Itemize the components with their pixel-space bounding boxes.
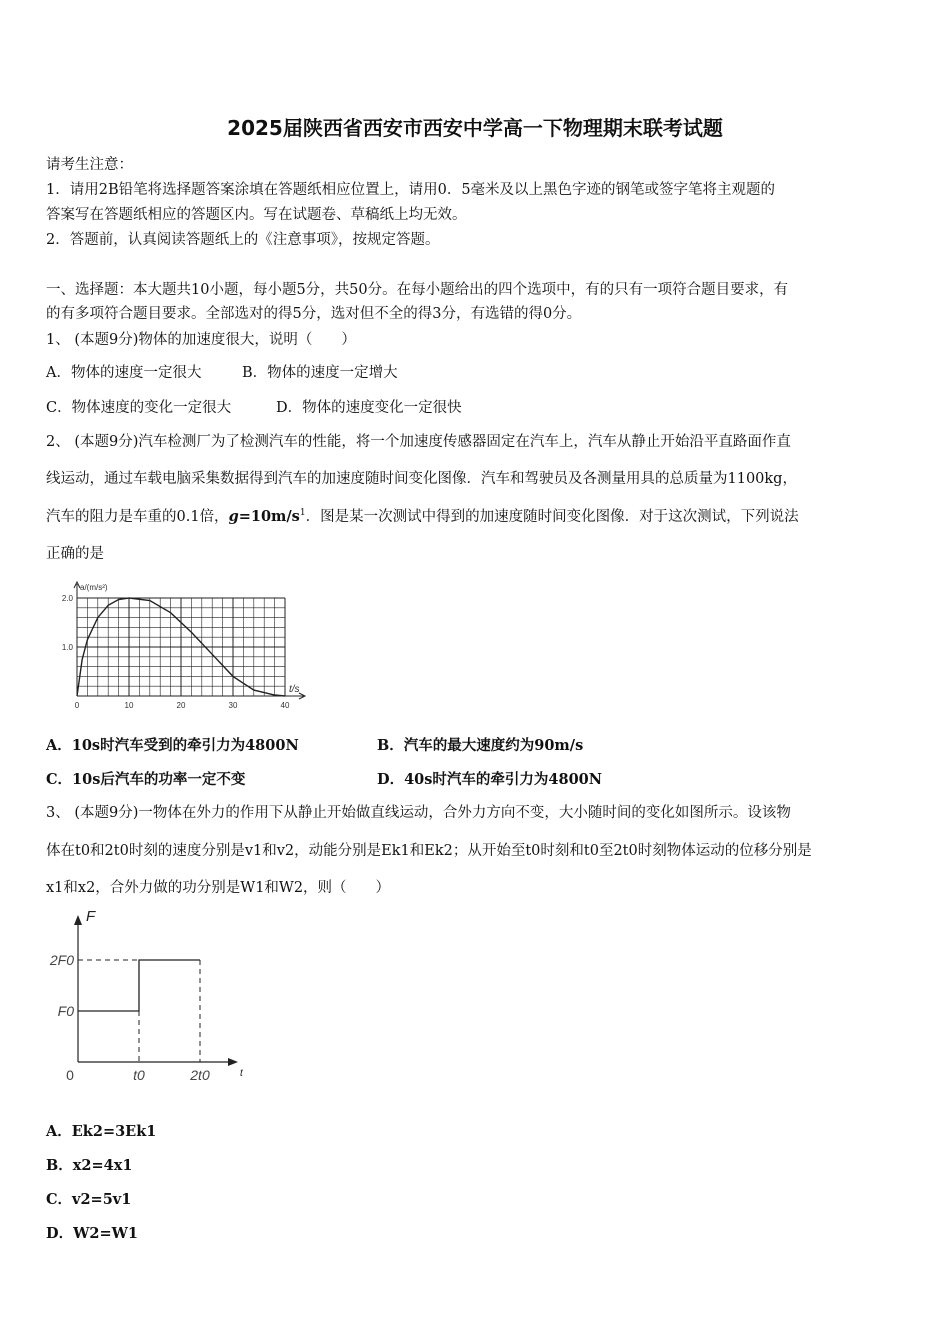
y-tick-label: F0 bbox=[57, 1003, 74, 1019]
q3-stem-line1: 3、 (本题9分)一物体在外力的作用下从静止开始做直线运动，合外力方向不变，大小随时间的变化如图所示。设该物 bbox=[46, 805, 791, 821]
y-tick-label: 1.0 bbox=[61, 643, 73, 652]
y-tick-label: 2F0 bbox=[49, 952, 74, 968]
q1-option-d: D．物体的速度变化一定很快 bbox=[276, 400, 462, 416]
q2-stem-line4: 正确的是 bbox=[46, 546, 104, 562]
q3-option-d: D．W2=W1 bbox=[46, 1225, 138, 1242]
q2-option-b: B．汽车的最大速度约为90m/s bbox=[377, 737, 584, 754]
chart-grid bbox=[77, 598, 285, 696]
q1-option-b: B．物体的速度一定增大 bbox=[242, 365, 398, 381]
x-axis-label: t/s bbox=[289, 684, 300, 695]
x-tick-label: 0 bbox=[66, 1067, 74, 1083]
x-tick-label: t0 bbox=[133, 1067, 145, 1083]
x-tick-label: 30 bbox=[228, 701, 238, 710]
y-tick-label: 2.0 bbox=[61, 594, 73, 603]
graph-axes bbox=[74, 915, 238, 1066]
q3-stem-line3: x1和x2，合外力做的功分别是W1和W2，则（ ） bbox=[46, 880, 391, 896]
q2-option-a: A．10s时汽车受到的牵引力为4800N bbox=[46, 737, 299, 754]
notice-item-1a: 1．请用2B铅笔将选择题答案涂填在答题纸相应位置上，请用0．5毫米及以上黑色字迹的钢笔或签字笔将主观题的 bbox=[46, 182, 776, 198]
q3-option-c: C．v2=5v1 bbox=[46, 1191, 132, 1208]
x-axis-label: t bbox=[240, 1068, 243, 1079]
notice-heading: 请考生注意： bbox=[46, 157, 133, 173]
x-tick-label: 20 bbox=[176, 701, 186, 710]
y-axis-label: a/(m/s²) bbox=[80, 583, 108, 592]
x-tick-label: 40 bbox=[280, 701, 290, 710]
x-axis-arrow bbox=[228, 1058, 238, 1066]
graph-tick-labels bbox=[49, 952, 210, 1083]
y-axis-arrow bbox=[74, 915, 82, 925]
q3-option-b: B．x2=4x1 bbox=[46, 1157, 133, 1174]
force-line bbox=[78, 960, 200, 1011]
q2-option-c: C．10s后汽车的功率一定不变 bbox=[46, 771, 246, 788]
section-heading-2: 的有多项符合题目要求。全部选对的得5分，选对但不全的得3分，有选错的得0分。 bbox=[46, 306, 582, 322]
q1-stem: 1、 (本题9分)物体的加速度很大，说明（ ） bbox=[46, 332, 356, 348]
force-time-graph bbox=[40, 905, 255, 1090]
acceleration-time-chart bbox=[55, 578, 310, 716]
chart-tick-labels bbox=[62, 594, 290, 710]
y-axis-label: F bbox=[86, 908, 96, 925]
q2-stem-line1: 2、 (本题9分)汽车检测厂为了检测汽车的性能，将一个加速度传感器固定在汽车上，汽车从静止开始沿平直路面作直 bbox=[46, 434, 791, 450]
x-tick-label: 0 bbox=[74, 701, 80, 710]
q1-option-a: A．物体的速度一定很大 bbox=[46, 365, 202, 381]
q1-option-c: C．物体速度的变化一定很大 bbox=[46, 400, 232, 416]
section-heading-1: 一、选择题：本大题共10小题，每小题5分，共50分。在每小题给出的四个选项中，有的只有一项符合题目要求，有 bbox=[46, 282, 789, 298]
q2-option-d: D．40s时汽车的牵引力为4800N bbox=[377, 771, 603, 788]
notice-item-1b: 答案写在答题纸相应的答题区内。写在试题卷、草稿纸上均无效。 bbox=[46, 207, 467, 223]
q3-option-a: A．Ek2=3Ek1 bbox=[46, 1123, 157, 1140]
page-title: 2025届陕西省西安市西安中学高一下物理期末联考试题 bbox=[227, 116, 723, 140]
notice-item-2: 2．答题前，认真阅读答题纸上的《注意事项》，按规定答题。 bbox=[46, 232, 440, 248]
x-tick-label: 2t0 bbox=[190, 1067, 210, 1083]
q2-stem-line2: 线运动，通过车载电脑采集数据得到汽车的加速度随时间变化图像．汽车和驾驶员及各测量用具的总质量为1100kg， bbox=[46, 471, 797, 487]
q2-stem-line3: 汽车的阻力是车重的0.1倍，$g=10m/s^1$．图是某一次测试中得到的加速度随时间变化图像．对于这次测试，下列说法 bbox=[46, 508, 799, 525]
q3-stem-line2: 体在t0和2t0时刻的速度分别是v1和v2，动能分别是Ek1和Ek2；从开始至t0时刻和t0至2t0时刻物体运动的位移分别是 bbox=[46, 843, 812, 859]
x-tick-label: 10 bbox=[124, 701, 134, 710]
chart-axes bbox=[74, 582, 305, 699]
